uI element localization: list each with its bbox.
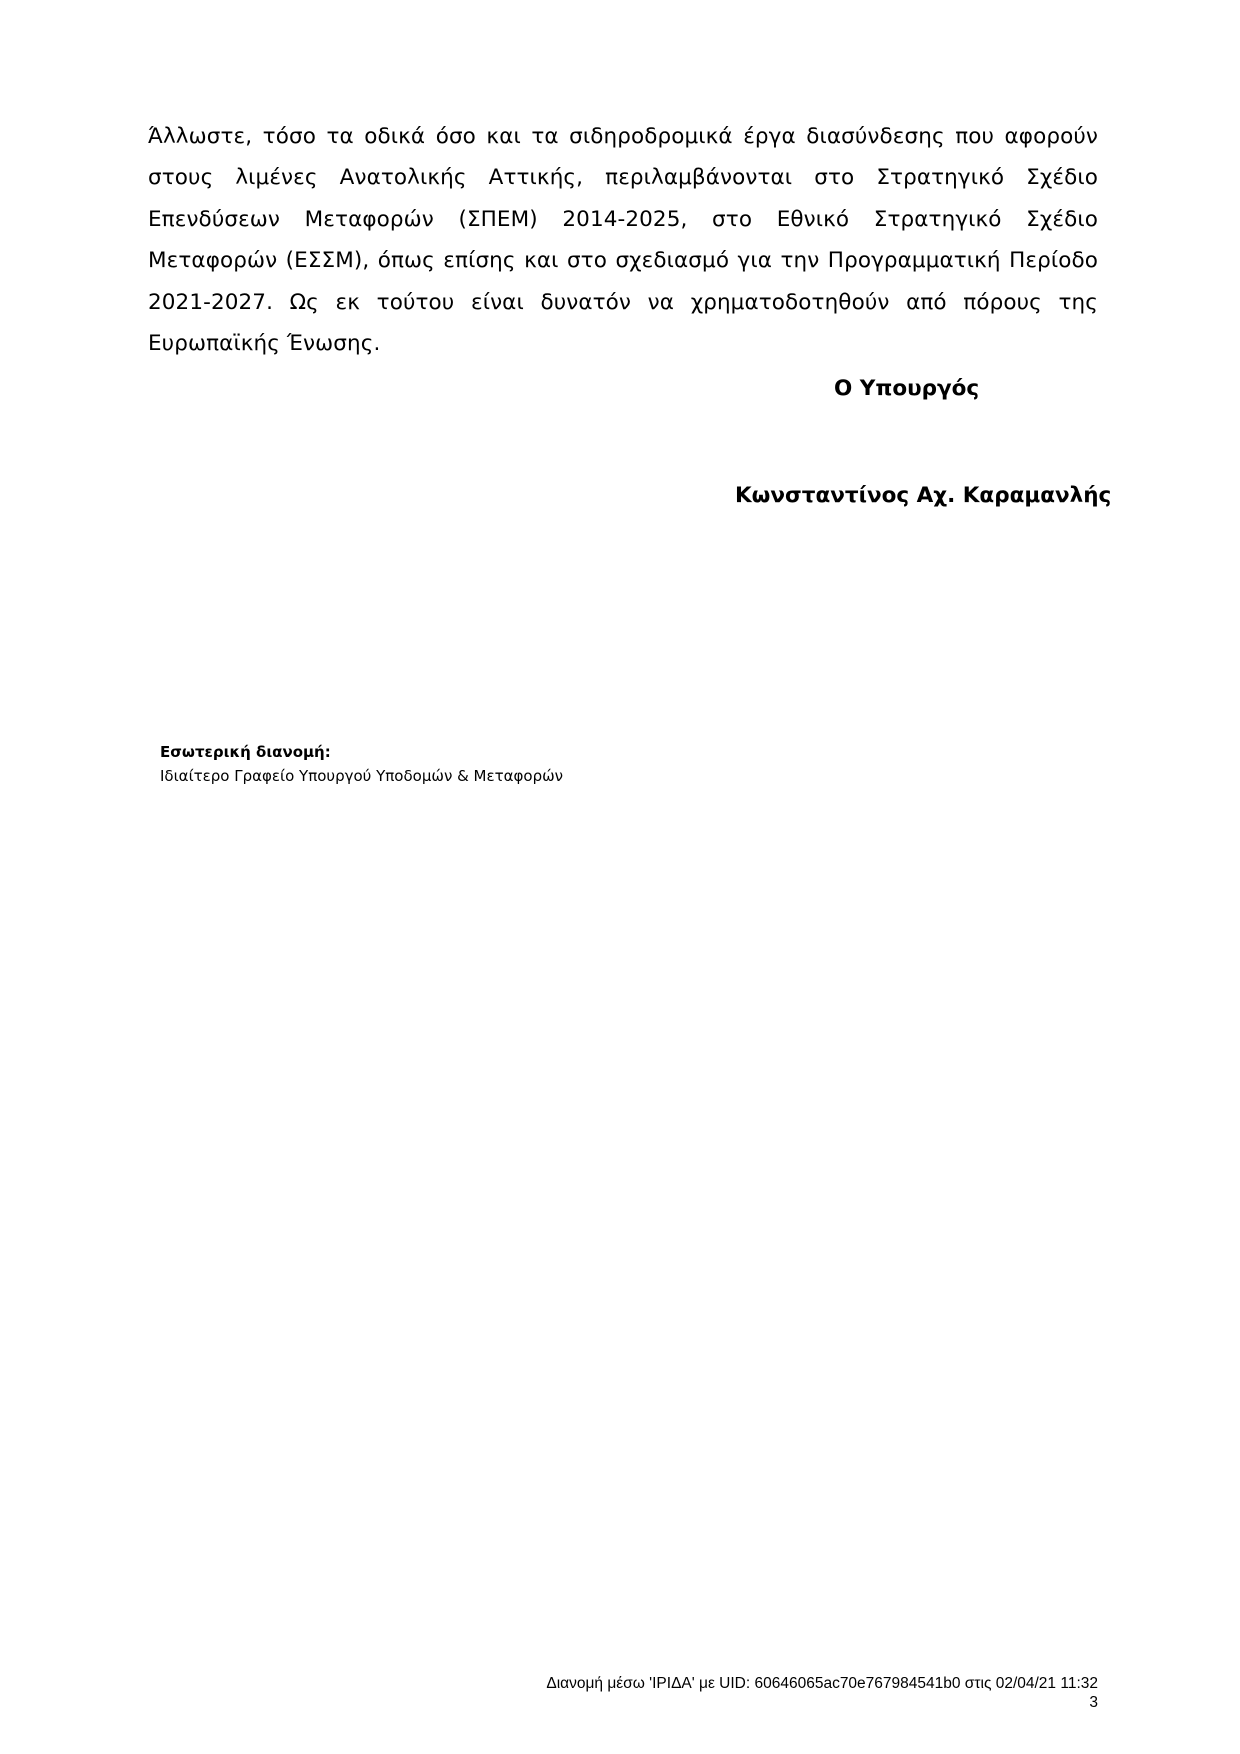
signature-name: Κωνσταντίνος Αχ. Καραμανλής — [735, 483, 1112, 508]
page-footer — [546, 1674, 1098, 1712]
signature-title: Ο Υπουργός — [834, 376, 980, 401]
distribution-footer-line: Διανομή μέσω 'ΙΡΙΔΑ' με UID: 60646065ac70e767984541b0 στις 02/04/21 11:32 — [546, 1675, 1098, 1692]
distribution-item: Ιδιαίτερο Γραφείο Υπουργού Υποδομών & Μεταφορών — [160, 767, 564, 785]
internal-distribution — [160, 740, 563, 788]
distribution-heading: Εσωτερική διανομή: — [160, 743, 331, 761]
body-paragraph: Άλλωστε, τόσο τα οδικά όσο και τα σιδηροδρομικά έργα διασύνδεσης που αφορούν στους λιμένες Ανατολικής Αττικής, περιλαμβάνονται στο Στρατηγικό Σχέδιο Επενδύσεων Μεταφορών (ΣΠΕΜ) 2014-2025, στο Εθνικό Στρατηγικό Σχέδιο Μεταφορών (ΕΣΣΜ), όπως επίσης και στο σχεδιασμό για την Προγραμματική Περίοδο 2021-2027. Ως εκ τούτου είναι δυνατόν να χρηματοδοτηθούν από πόρους της Ευρωπαϊκής Ένωσης. — [148, 123, 1098, 356]
page-number: 3 — [1089, 1694, 1098, 1711]
